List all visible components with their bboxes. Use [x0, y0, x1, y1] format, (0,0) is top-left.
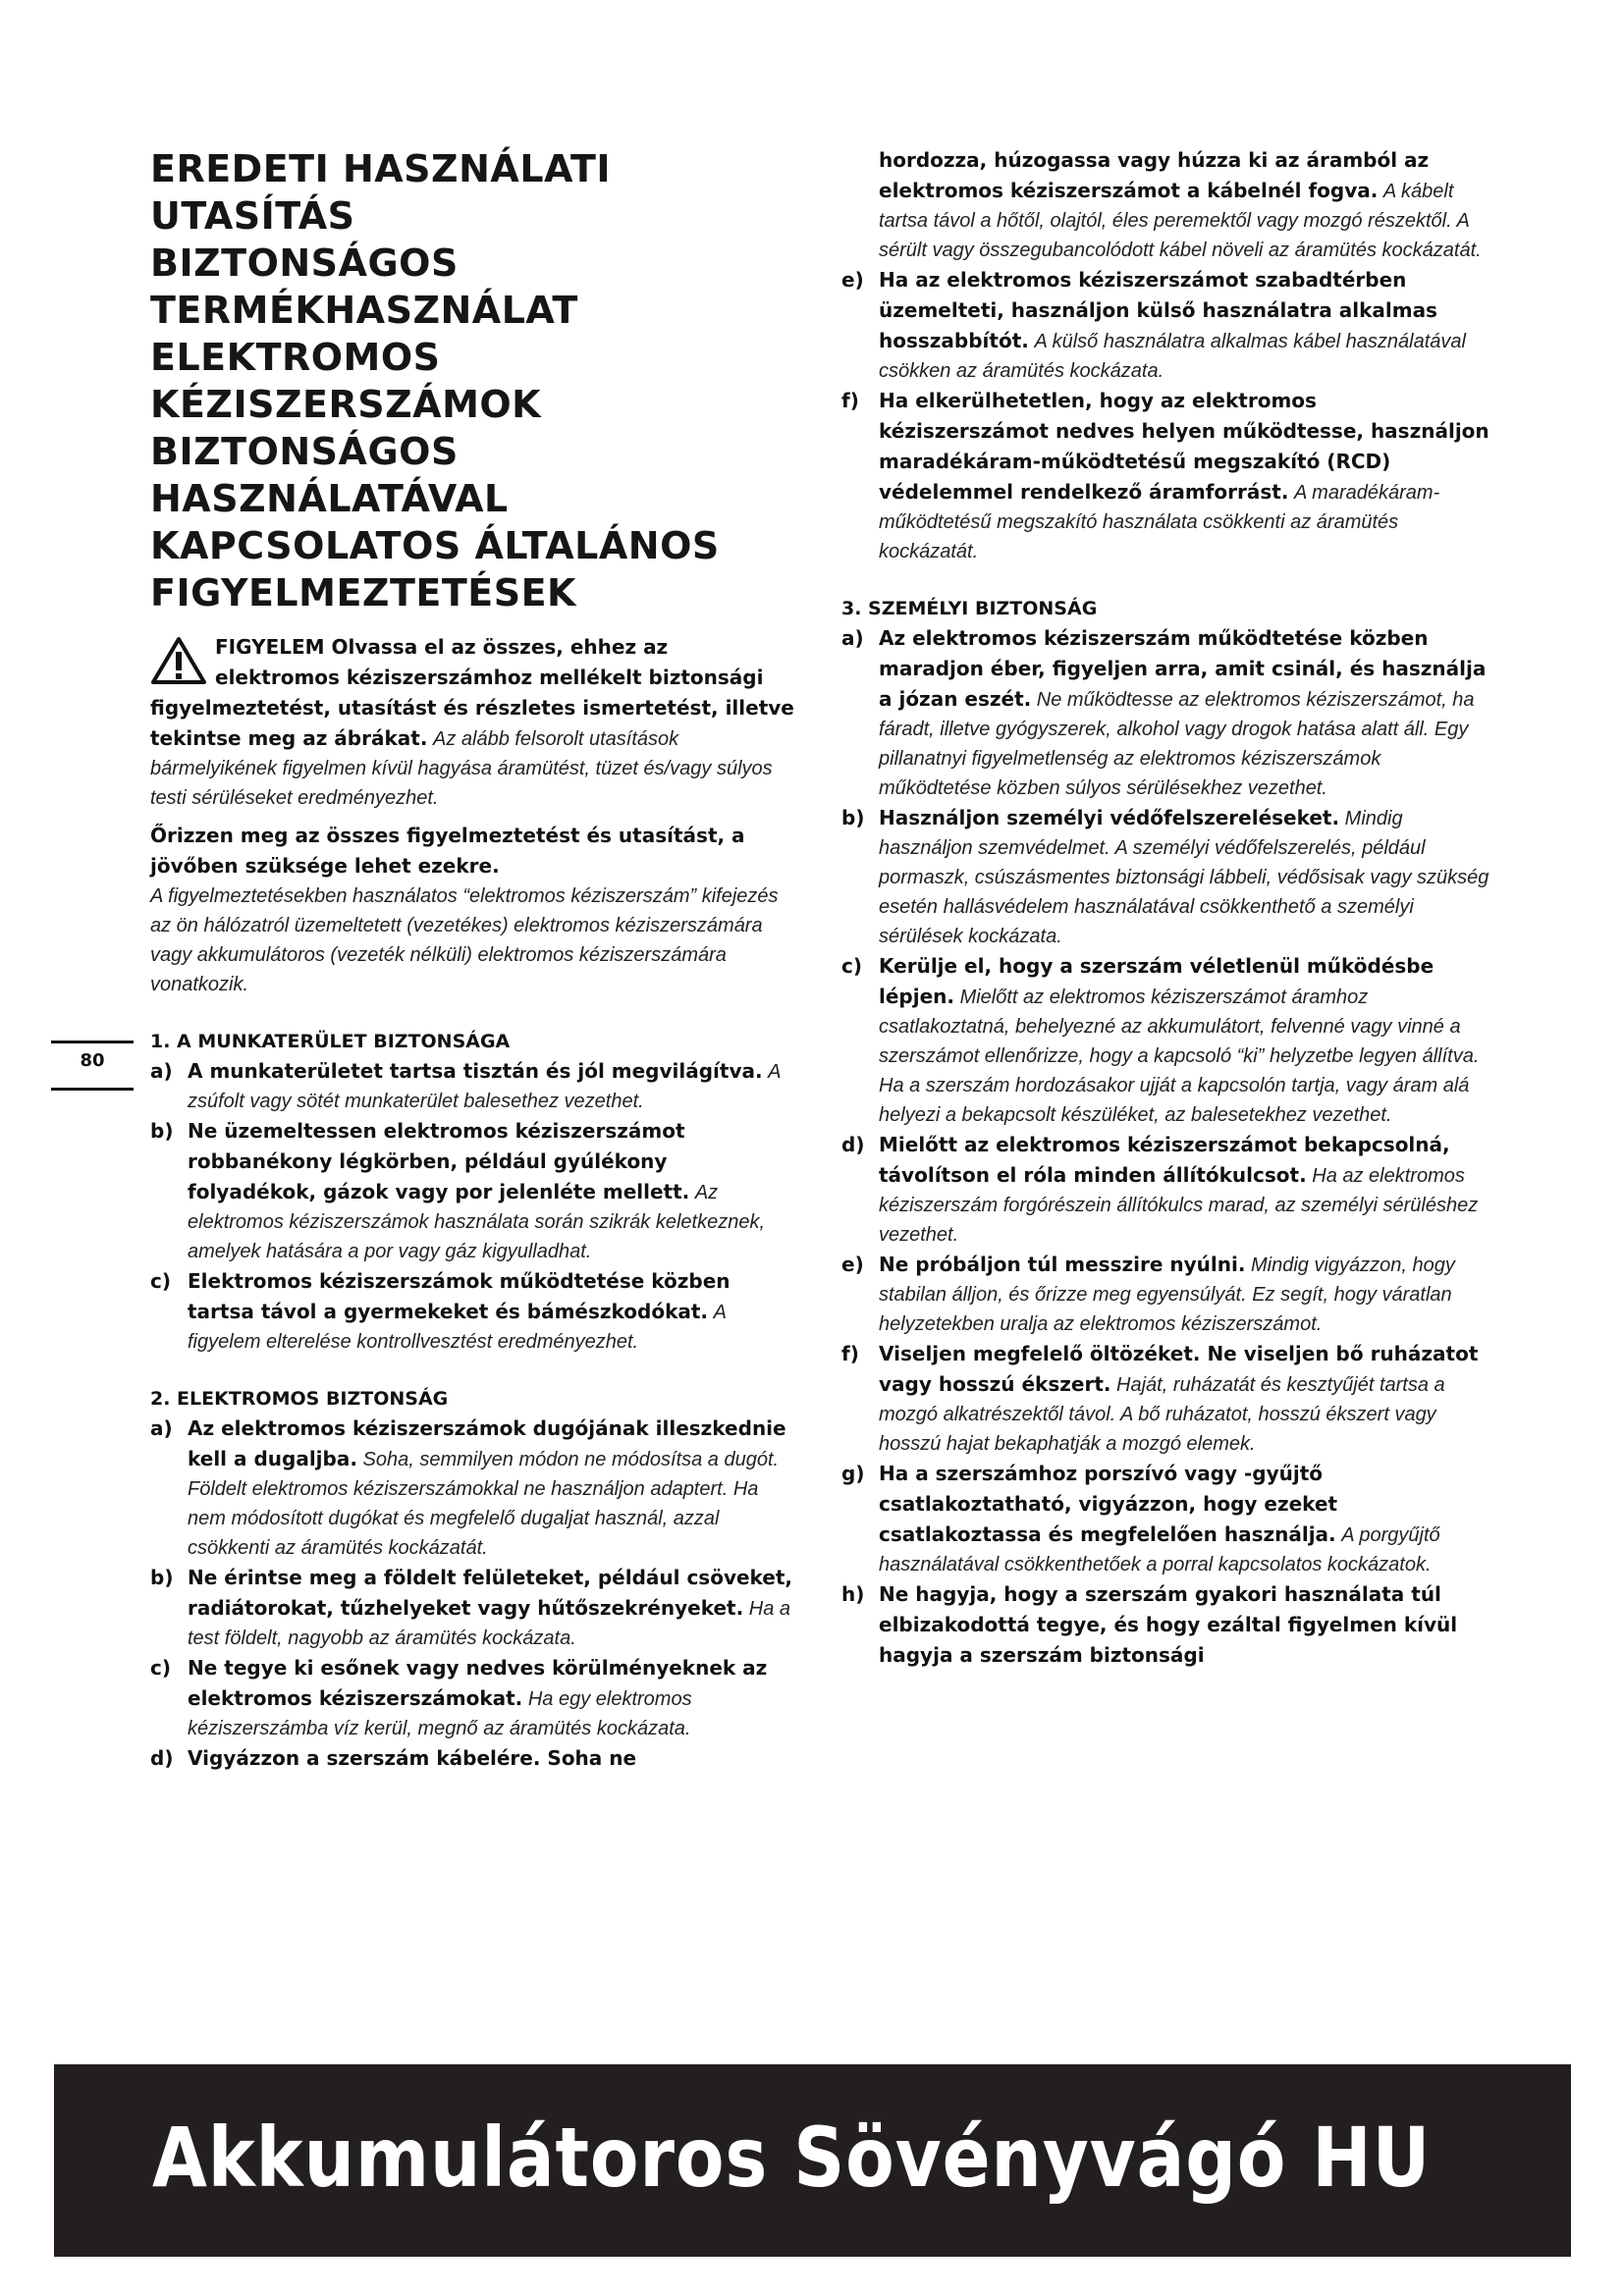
- list-item-continued: [841, 145, 1489, 265]
- list-item: [150, 1653, 798, 1743]
- item-bold-text: Az elektromos kéziszerszámok dugójának illeszkednie kell a dugaljba.: [188, 1416, 786, 1470]
- item-bold-text: Vigyázzon a szerszám kábelére. Soha ne: [188, 1746, 637, 1770]
- page-number: 80: [80, 1050, 105, 1071]
- item-italic-text: A kábelt tartsa távol a hőtől, olajtól, éles peremektől vagy mozgó részektől. A sérült vagy összegubancolódott kábel növeli az áramütés kockázatát.: [879, 181, 1482, 261]
- item-label: c): [841, 954, 862, 978]
- keep-italic-text: A figyelmeztetésekben használatos “elektromos kéziszerszám” kifejezés az ön hálózatról üzemeltetett (vezetékes) elektromos kéziszerszámára vagy akkumulátoros (vezeték nélküli) elektromos kéziszerszámára vonatkozik.: [150, 885, 779, 995]
- item-bold-text: Az elektromos kéziszerszám működtetése közben maradjon éber, figyeljen arra, amit csinál, és használja a józan eszét.: [879, 626, 1487, 711]
- list-item: [841, 803, 1489, 951]
- item-italic-text: A figyelem elterelése kontrollvesztést eredményezhet.: [188, 1302, 727, 1353]
- left-column: [150, 145, 798, 1774]
- title-line: BIZTONSÁGOS: [150, 241, 459, 285]
- title-line: ELEKTROMOS: [150, 336, 441, 379]
- list-item: [841, 1459, 1489, 1579]
- item-italic-text: Ha egy elektromos kéziszerszámba víz kerül, megnő az áramütés kockázata.: [188, 1688, 692, 1739]
- item-label: e): [841, 268, 864, 292]
- right-column: [841, 145, 1489, 1671]
- item-bold-text: Ne hagyja, hogy a szerszám gyakori használata túl elbizakodottá tegye, és hogy ezáltal figyelmen kívül hagyja a szerszám biztonsági: [879, 1582, 1458, 1667]
- list-item: [150, 1743, 798, 1774]
- page-number-rule-top: [51, 1041, 134, 1043]
- item-italic-text: Mindig vigyázzon, hogy stabilan álljon, és őrizze meg egyensúlyát. Ez segít, hogy váratlan helyzetekben uralja az elektromos kéziszerszámot.: [879, 1255, 1455, 1335]
- list-item: [841, 951, 1489, 1130]
- item-label: a): [150, 1059, 173, 1083]
- page-number-rule-bottom: [51, 1088, 134, 1091]
- list-item: [841, 623, 1489, 803]
- item-label: c): [150, 1656, 171, 1680]
- item-bold-text: Ha az elektromos kéziszerszámot szabadtérben üzemelteti, használjon külső használatra alkalmas hosszabbítót.: [879, 268, 1437, 352]
- item-italic-text: Ne működtesse az elektromos kéziszerszámot, ha fáradt, illetve gyógyszerek, alkohol vagy drogok hatása alatt áll. Egy pillanatnyi figyelmetlenség az elektromos kéziszerszámok működtetése közben súlyos sérülésekhez vezethet.: [879, 689, 1475, 799]
- list-item: [841, 1579, 1489, 1671]
- list-item: [150, 1563, 798, 1653]
- item-italic-text: Az elektromos kéziszerszámok használata során szikrák keletkeznek, amelyek hatására a por vagy gáz kigyulladhat.: [188, 1182, 766, 1262]
- item-label: a): [150, 1416, 173, 1440]
- title-line: BIZTONSÁGOS: [150, 430, 459, 473]
- warning-paragraph: [150, 632, 798, 813]
- item-label: g): [841, 1462, 865, 1485]
- item-bold-text: Elektromos kéziszerszámok működtetése közben tartsa távol a gyermekeket és bámészkodókat.: [188, 1269, 731, 1323]
- keep-paragraph: [150, 821, 798, 999]
- item-italic-text: Mindig használjon szemvédelmet. A személyi védőfelszerelés, például pormaszk, csúszásmentes biztonsági lábbeli, védősisak vagy szükség esetén hallásvédelem használatával csökkenthető a személyi sérülések kockázata.: [879, 808, 1489, 947]
- item-bold-text: hordozza, húzogassa vagy húzza ki az áramból az elektromos kéziszerszámot a kábelnél fogva.: [879, 148, 1430, 202]
- page-title: [150, 145, 798, 616]
- list-item: [841, 265, 1489, 386]
- item-bold-text: Ne üzemeltessen elektromos kéziszerszámot robbanékony légkörben, például gyúlékony folyadékok, gázok vagy por jelenléte mellett.: [188, 1119, 690, 1203]
- item-bold-text: A munkaterületet tartsa tisztán és jól megvilágítva.: [188, 1059, 763, 1083]
- warning-bold-text: FIGYELEM Olvassa el az összes, ehhez az elektromos kéziszerszámhoz mellékelt biztonsági figyelmeztetést, utasítást és részletes ismertetést, illetve tekintse meg az ábrákat.: [150, 635, 794, 750]
- footer-banner: [54, 2064, 1571, 2257]
- item-label: b): [841, 806, 865, 829]
- section-heading: 1. A MUNKATERÜLET BIZTONSÁGA: [150, 1031, 511, 1052]
- item-bold-text: Ne próbáljon túl messzire nyúlni.: [879, 1253, 1246, 1276]
- item-bold-text: Viseljen megfelelő öltözéket. Ne viseljen bő ruházatot vagy hosszú ékszert.: [879, 1342, 1479, 1396]
- item-label: c): [150, 1269, 171, 1293]
- section-heading: 2. ELEKTROMOS BIZTONSÁG: [150, 1388, 449, 1410]
- title-line: UTASÍTÁS: [150, 194, 355, 238]
- item-label: a): [841, 626, 864, 650]
- keep-bold-text: Őrizzen meg az összes figyelmeztetést és utasítást, a jövőben szüksége lehet ezekre.: [150, 824, 745, 878]
- title-line: HASZNÁLATÁVAL: [150, 477, 509, 520]
- list-item: [841, 1250, 1489, 1339]
- section-heading: 3. SZEMÉLYI BIZTONSÁG: [841, 598, 1098, 619]
- item-italic-text: A porgyűjtő használatával csökkenthetőek a porral kapcsolatos kockázatok.: [879, 1524, 1440, 1575]
- item-label: f): [841, 1342, 859, 1365]
- list-item: [841, 1130, 1489, 1250]
- list-item: [841, 1339, 1489, 1459]
- item-bold-text: Használjon személyi védőfelszereléseket.: [879, 806, 1340, 829]
- item-bold-text: Ne tegye ki esőnek vagy nedves körülményeknek az elektromos kéziszerszámokat.: [188, 1656, 768, 1710]
- item-italic-text: Ha az elektromos kéziszerszám forgórészein állítókulcs marad, az személyi sérüléshez vezethet.: [879, 1165, 1479, 1246]
- list-item: [150, 1266, 798, 1357]
- item-italic-text: Mielőtt az elektromos kéziszerszámot áramhoz csatlakoztatná, behelyezné az akkumulátort, felvenné vagy vinné a szerszámot ellenőrizze, hogy a kapcsoló “ki” helyzetbe legyen állítva. Ha a szerszám hordozásakor ujját a kapcsolón tartja, vagy áram alá helyezi a bekapcsolt készüléket, az balesetekhez vezethet.: [879, 987, 1480, 1126]
- list-item: [150, 1056, 798, 1116]
- item-bold-text: Ne érintse meg a földelt felületeket, például csöveket, radiátorokat, tűzhelyeket vagy hűtőszekrényeket.: [188, 1566, 793, 1620]
- item-bold-text: Mielőtt az elektromos kéziszerszámot bekapcsolná, távolítson el róla minden állítókulcsot.: [879, 1133, 1450, 1187]
- list-item: [841, 386, 1489, 566]
- item-label: h): [841, 1582, 865, 1606]
- item-label: d): [150, 1746, 174, 1770]
- item-italic-text: Haját, ruházatát és kesztyűjét tartsa a mozgó alkatrészektől távol. A bő ruházatot, hosszú ékszert vagy hosszú hajat bekaphatják a mozgó elemek.: [879, 1374, 1445, 1455]
- item-italic-text: Soha, semmilyen módon ne módosítsa a dugót. Földelt elektromos kéziszerszámokkal ne használjon adaptert. Ha nem módosított dugókat és megfelelő dugaljat használ, azzal csökkenti az áramütés kockázatát.: [188, 1449, 780, 1559]
- item-bold-text: Ha a szerszámhoz porszívó vagy -gyűjtő csatlakoztatható, vigyázzon, hogy ezeket csatlakoztassa és megfelelően használja.: [879, 1462, 1338, 1546]
- item-italic-text: Ha a test földelt, nagyobb az áramütés kockázata.: [188, 1598, 791, 1649]
- item-italic-text: A zsúfolt vagy sötét munkaterület balesethez vezethet.: [188, 1061, 781, 1112]
- warning-italic-text: Az alább felsorolt utasítások bármelyikének figyelmen kívül hagyása áramütést, tüzet és/vagy súlyos testi sérüléseket eredményezhet.: [150, 728, 773, 809]
- item-label: d): [841, 1133, 865, 1156]
- list-item: [150, 1116, 798, 1266]
- item-bold-text: Ha elkerülhetetlen, hogy az elektromos kéziszerszámot nedves helyen működtesse, használjon maradékáram-működtetésű megszakító (RCD) védelemmel rendelkező áramforrást.: [879, 389, 1489, 504]
- footer-title: Akkumulátoros Sövényvágó HU: [152, 2109, 1432, 2206]
- title-line: FIGYELMEZTETÉSEK: [150, 571, 576, 614]
- item-label: b): [150, 1566, 174, 1589]
- item-label: e): [841, 1253, 864, 1276]
- warning-triangle-icon: [150, 636, 207, 685]
- item-bold-text: Kerülje el, hogy a szerszám véletlenül működésbe lépjen.: [879, 954, 1435, 1008]
- item-italic-text: A maradékáram-működtetésű megszakító használata csökkenti az áramütés kockázatát.: [879, 482, 1440, 562]
- title-line: TERMÉKHASZNÁLAT: [150, 289, 578, 332]
- list-item: [150, 1414, 798, 1563]
- item-label: f): [841, 389, 859, 412]
- item-italic-text: A külső használatra alkalmas kábel használatával csökken az áramütés kockázata.: [879, 331, 1466, 382]
- item-label: b): [150, 1119, 174, 1143]
- title-line: EREDETI HASZNÁLATI: [150, 147, 612, 190]
- title-line: KÉZISZERSZÁMOK: [150, 383, 542, 426]
- title-line: KAPCSOLATOS ÁLTALÁNOS: [150, 524, 720, 567]
